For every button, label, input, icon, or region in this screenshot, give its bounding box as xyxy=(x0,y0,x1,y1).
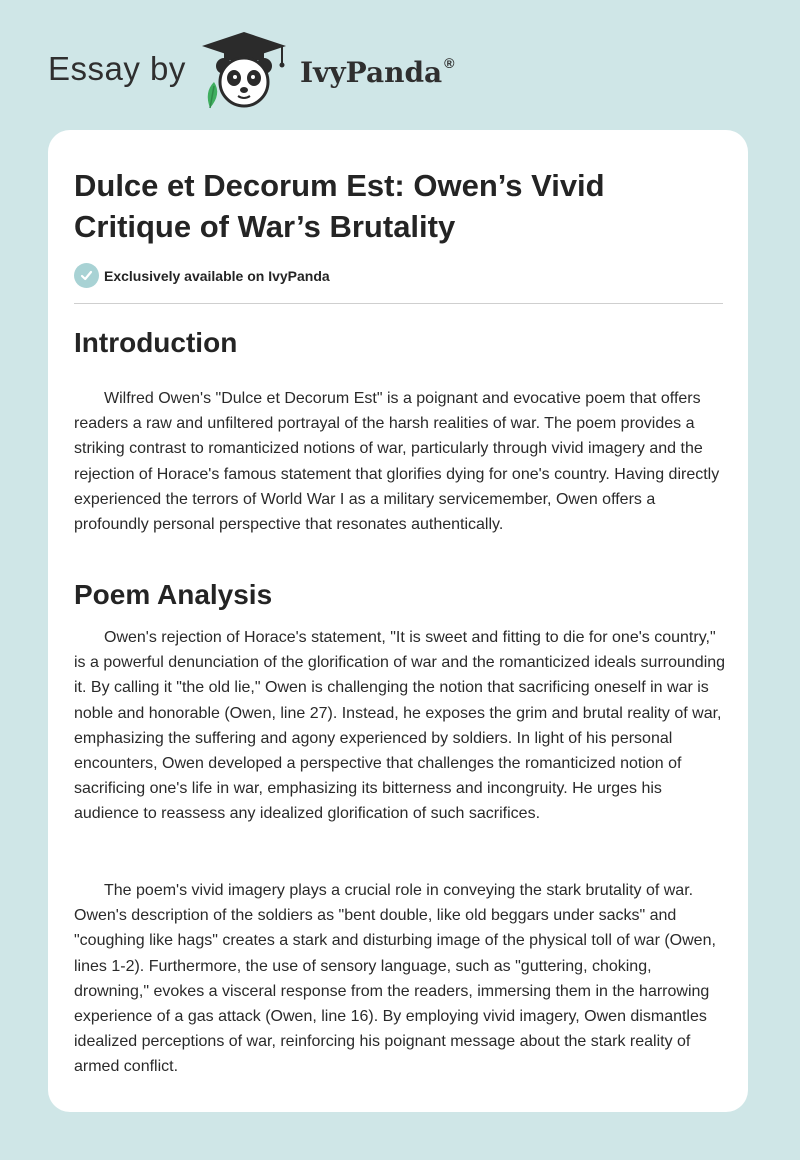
page-title: Dulce et Decorum Est: Owen’s Vivid Critique of War’s Brutality xyxy=(74,168,605,244)
essay-by-label: Essay by xyxy=(48,50,186,87)
section-heading-poem-analysis: Poem Analysis xyxy=(74,579,273,610)
registered-mark: ® xyxy=(444,55,455,71)
site-header xyxy=(0,0,800,130)
panda-graduation-cap-icon[interactable] xyxy=(198,30,294,110)
paragraph: Wilfred Owen's "Dulce et Decorum Est" is a poignant and evocative poem that offers readers a raw and unfiltered portrayal of the harsh realities of war. The poem provides a striking contrast to romanticized notions of war, particularly through vivid imagery and the rejection of Horace's famous statement that glorifies dying for one's country. Having directly experienced the terrors of World War I as a military servicemember, Owen offers a profoundly personal perspective that resonates authentically. xyxy=(74,390,720,534)
section-heading-introduction: Introduction xyxy=(74,327,238,358)
exclusive-badge xyxy=(74,263,330,288)
paragraph: The poem's vivid imagery plays a crucial role in conveying the stark brutality of war. Owen's description of the soldiers as "bent double, like old beggars under sacks" and "coughing like hags" creates a stark and disturbing image of the physical toll of war (Owen, lines 1-2). Furthermore, the use of sensory language, such as "guttering, choking, drowning," evokes a visceral response from the readers, immersing them in the harrowing experience of a gas attack (Owen, line 16). By employing vivid imagery, Owen dismantles idealized perceptions of war, reinforcing his poignant message about the stark reality of armed conflict. xyxy=(74,882,716,1076)
brand-name[interactable] xyxy=(300,55,455,89)
article-card xyxy=(48,130,748,1112)
divider xyxy=(74,303,723,304)
brand-text: IvyPanda xyxy=(300,56,443,89)
badge-circle xyxy=(74,263,99,288)
badge-text: Exclusively available on IvyPanda xyxy=(104,267,330,284)
checkmark-icon xyxy=(80,269,93,282)
paragraph: Owen's rejection of Horace's statement, "It is sweet and fitting to die for one's country," is a powerful denunciation of the glorification of war and the romanticized ideals surrounding it. By calling it "the old lie," Owen is challenging the notion that sacrificing oneself in war is noble and honorable (Owen, line 27). Instead, he exposes the grim and brutal reality of war, emphasizing the suffering and agony experienced by soldiers. In light of his personal encounters, Owen developed a perspective that challenges the romanticized notion of sacrificing one's life in war, emphasizing its bitterness and incongruity. He urges his audience to reassess any idealized glorification of such sacrifices. xyxy=(74,629,726,823)
